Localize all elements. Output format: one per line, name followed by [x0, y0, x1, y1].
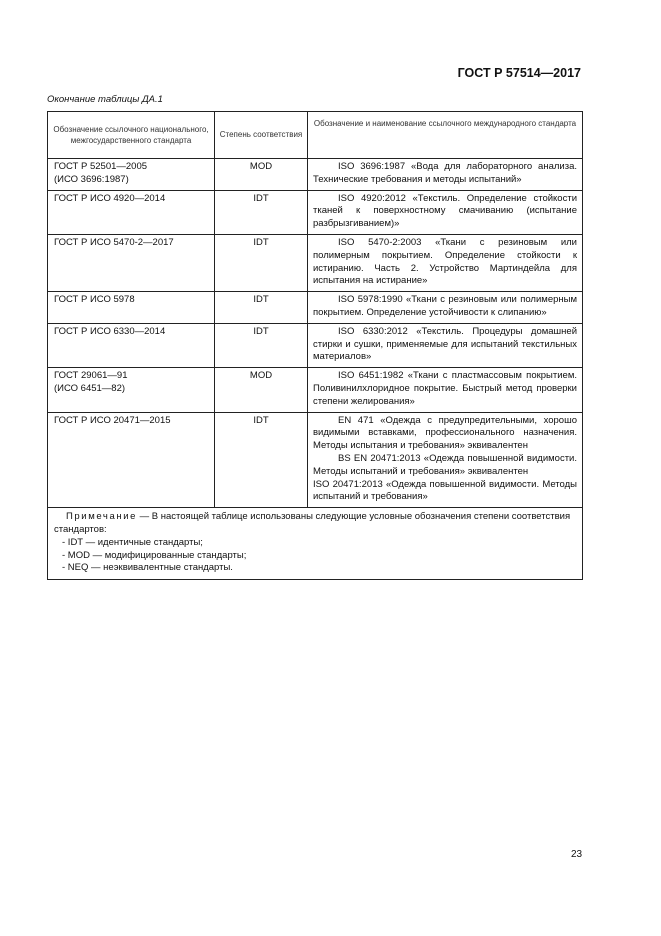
table-note: [48, 508, 583, 580]
national-standard-cell: [48, 368, 215, 412]
column-header-degree: Степень соответствия: [215, 112, 308, 159]
national-standard-line: ГОСТ Р ИСО 20471—2015: [54, 414, 171, 426]
national-standard-line: (ИСО 3696:1987): [54, 173, 129, 185]
degree-cell: IDT: [215, 292, 308, 324]
national-standard-line: (ИСО 6451—82): [54, 382, 126, 394]
note-item-mod: - MOD — модифицированные стандарты;: [62, 549, 247, 561]
table-row: [48, 234, 583, 291]
document-header: ГОСТ Р 57514—2017: [457, 66, 581, 80]
international-standard-paragraph: ISO 5470-2:2003 «Ткани с резиновым или полимерным покрытием. Определение стойкости к истиранию. Часть 2. Устройство Мартиндейла для испытания на истирание»: [313, 236, 577, 287]
national-standard-line: ГОСТ 29061—91: [54, 370, 128, 382]
national-standard-line: ГОСТ Р ИСО 6330—2014: [54, 325, 166, 337]
column-header-international: Обозначение и наименование ссылочного международного стандарта: [308, 112, 583, 159]
column-header-national: Обозначение ссылочного национального, межгосударственного стандарта: [48, 112, 215, 159]
international-standard-cell: [308, 190, 583, 234]
note-item-neq: - NEQ — неэквивалентные стандарты.: [62, 562, 233, 574]
international-standard-paragraph: ISO 6330:2012 «Текстиль. Процедуры домашней стирки и сушки, применяемые для испытаний текстильных материалов»: [313, 325, 577, 363]
international-standard-paragraph: BS EN 20471:2013 «Одежда повышенной видимости. Методы испытаний и требования» эквивалентен: [313, 452, 577, 477]
standards-table: [47, 111, 583, 580]
degree-cell: IDT: [215, 234, 308, 291]
degree-cell: IDT: [215, 412, 308, 508]
international-standard-cell: [308, 368, 583, 412]
note-first-line: [54, 511, 576, 537]
degree-cell: MOD: [215, 368, 308, 412]
page-number: 23: [571, 849, 583, 860]
table-header-row: [48, 112, 583, 159]
national-standard-line: ГОСТ Р ИСО 4920—2014: [54, 192, 166, 204]
table-note-row: [48, 508, 583, 580]
note-text: — В настоящей таблице использованы следующие условные обозначения степени соответствия стандартов:: [54, 511, 571, 535]
international-standard-cell: [308, 159, 583, 191]
national-standard-cell: [48, 323, 215, 367]
table-row: [48, 368, 583, 412]
table-row: [48, 190, 583, 234]
international-standard-cell: [308, 234, 583, 291]
national-standard-cell: [48, 190, 215, 234]
table-row: [48, 323, 583, 367]
note-label: Примечание: [66, 511, 137, 523]
international-standard-paragraph: ISO 4920:2012 «Текстиль. Определение стойкости тканей к поверхностному смачиванию (испытание разбрызгиванием)»: [313, 192, 577, 230]
national-standard-cell: [48, 412, 215, 508]
international-standard-paragraph: ISO 20471:2013 «Одежда повышенной видимости. Методы испытаний и требования»: [313, 478, 577, 503]
national-standard-line: ГОСТ Р ИСО 5470-2—2017: [54, 236, 174, 248]
national-standard-line: ГОСТ Р 52501—2005: [54, 161, 148, 172]
international-standard-paragraph: ISO 5978:1990 «Ткани с резиновым или полимерным покрытием. Определение устойчивости к слипанию»: [313, 294, 577, 318]
note-item-idt: - IDT — идентичные стандарты;: [62, 536, 203, 548]
international-standard-cell: [308, 412, 583, 508]
national-standard-cell: [48, 234, 215, 291]
table-row: [48, 292, 583, 324]
international-standard-cell: [308, 323, 583, 367]
degree-cell: IDT: [215, 190, 308, 234]
degree-cell: MOD: [215, 159, 308, 191]
national-standard-line: ГОСТ Р ИСО 5978: [54, 294, 135, 306]
national-standard-cell: [48, 159, 215, 191]
international-standard-paragraph: ISO 6451:1982 «Ткани с пластмассовым покрытием. Поливинилхлоридное покрытие. Быстрый метод проверки степени желирования»: [313, 370, 577, 407]
table-caption: Окончание таблицы ДА.1: [47, 94, 163, 105]
national-standard-cell: [48, 292, 215, 324]
international-standard-paragraph: EN 471 «Одежда с предупредительными, хорошо видимыми вставками, профессионального назначения. Методы испытания и требования» эквивалентен: [313, 414, 577, 452]
degree-cell: IDT: [215, 323, 308, 367]
international-standard-cell: [308, 292, 583, 324]
international-standard-paragraph: ISO 3696:1987 «Вода для лабораторного анализа. Технические требования и методы испытаний»: [313, 161, 577, 185]
table-row: [48, 159, 583, 191]
table-row: [48, 412, 583, 508]
